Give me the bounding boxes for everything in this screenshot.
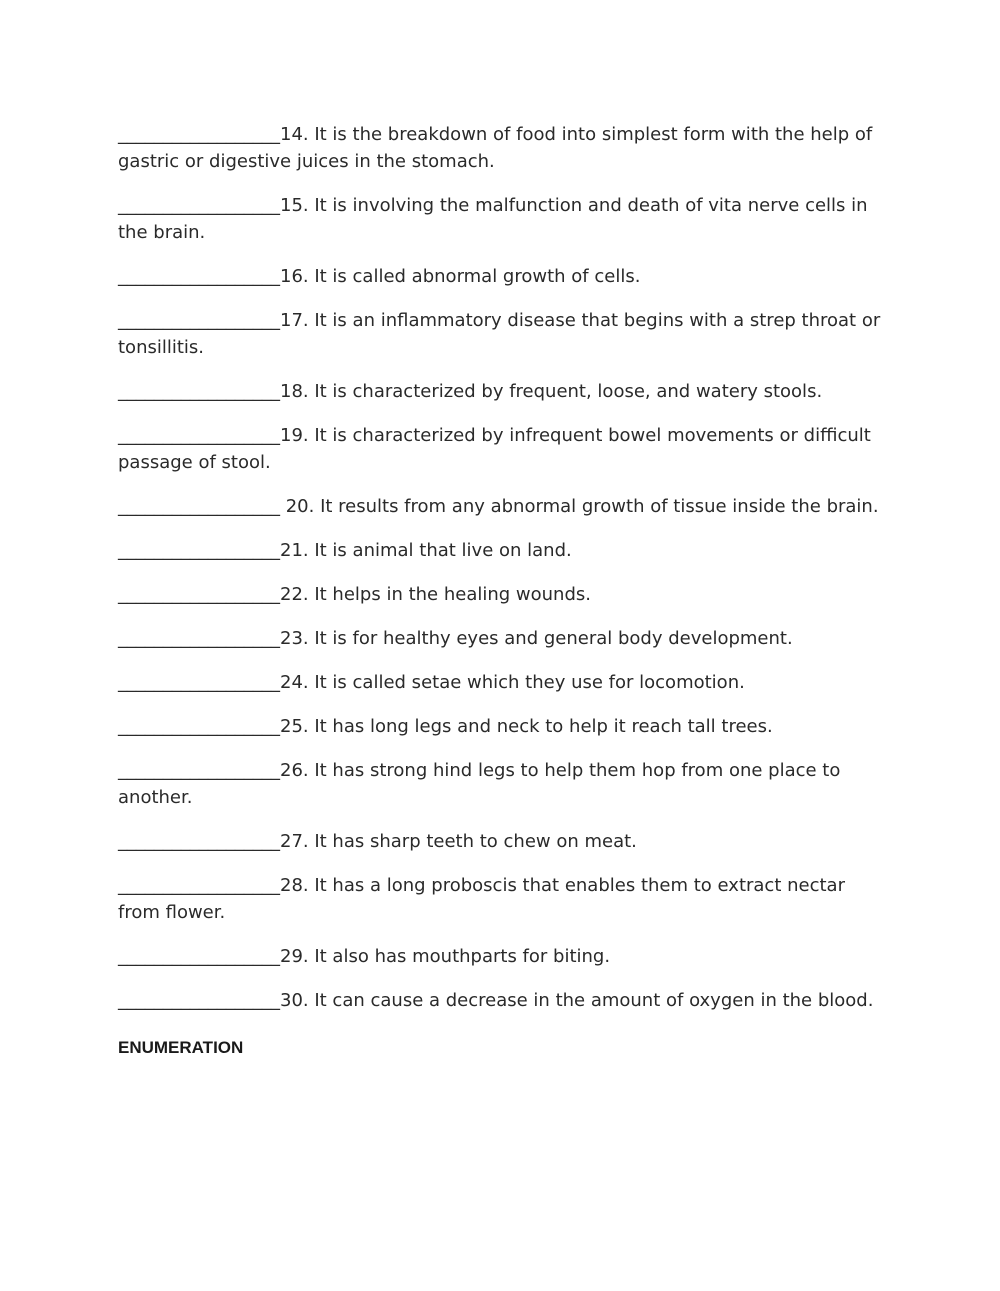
question-text: 24. It is called setae which they use for locomotion. [280, 672, 745, 693]
question-text: 21. It is animal that live on land. [280, 540, 572, 561]
answer-blank[interactable]: __________________ [118, 831, 280, 852]
question-22 [118, 581, 888, 608]
question-text: 14. It is the breakdown of food into simplest form with the help of gastric or digestive juices in the stomach. [118, 124, 878, 172]
section-heading: ENUMERATION [118, 1038, 244, 1057]
question-16 [118, 263, 888, 290]
question-18 [118, 378, 888, 405]
answer-blank[interactable]: __________________ [118, 875, 280, 896]
question-29 [118, 943, 888, 970]
answer-blank[interactable]: __________________ [118, 946, 280, 967]
answer-blank[interactable]: __________________ [118, 124, 280, 145]
question-text: 17. It is an inflammatory disease that begins with a strep throat or tonsillitis. [118, 310, 886, 358]
answer-blank[interactable]: __________________ [118, 381, 280, 402]
answer-blank[interactable]: __________________ [118, 672, 280, 693]
question-text: 23. It is for healthy eyes and general body development. [280, 628, 793, 649]
question-17 [118, 307, 888, 361]
question-28 [118, 872, 888, 926]
question-text: 30. It can cause a decrease in the amount of oxygen in the blood. [280, 990, 874, 1011]
question-27 [118, 828, 888, 855]
question-text: 29. It also has mouthparts for biting. [280, 946, 611, 967]
answer-blank[interactable]: __________________ [118, 266, 280, 287]
answer-blank[interactable]: __________________ [118, 195, 280, 216]
answer-blank[interactable]: __________________ [118, 540, 280, 561]
question-text: 15. It is involving the malfunction and death of vita nerve cells in the brain. [118, 195, 874, 243]
worksheet-page [118, 121, 888, 1058]
question-15 [118, 192, 888, 246]
question-25 [118, 713, 888, 740]
question-30 [118, 987, 888, 1014]
question-text: 28. It has a long proboscis that enables them to extract nectar from flower. [118, 875, 851, 923]
question-text: 19. It is characterized by infrequent bowel movements or difficult passage of stool. [118, 425, 877, 473]
question-text: 27. It has sharp teeth to chew on meat. [280, 831, 637, 852]
question-20 [118, 493, 888, 520]
question-text: 16. It is called abnormal growth of cells. [280, 266, 641, 287]
question-14 [118, 121, 888, 175]
answer-blank[interactable]: __________________ [118, 760, 280, 781]
question-text: 20. It results from any abnormal growth of tissue inside the brain. [280, 496, 879, 517]
question-text: 26. It has strong hind legs to help them hop from one place to another. [118, 760, 847, 808]
answer-blank[interactable]: __________________ [118, 310, 280, 331]
question-text: 25. It has long legs and neck to help it reach tall trees. [280, 716, 773, 737]
question-24 [118, 669, 888, 696]
answer-blank[interactable]: __________________ [118, 425, 280, 446]
answer-blank[interactable]: __________________ [118, 496, 280, 517]
answer-blank[interactable]: __________________ [118, 584, 280, 605]
answer-blank[interactable]: __________________ [118, 716, 280, 737]
question-23 [118, 625, 888, 652]
question-26 [118, 757, 888, 811]
question-text: 18. It is characterized by frequent, loose, and watery stools. [280, 381, 823, 402]
answer-blank[interactable]: __________________ [118, 990, 280, 1011]
question-19 [118, 422, 888, 476]
question-text: 22. It helps in the healing wounds. [280, 584, 591, 605]
question-21 [118, 537, 888, 564]
answer-blank[interactable]: __________________ [118, 628, 280, 649]
